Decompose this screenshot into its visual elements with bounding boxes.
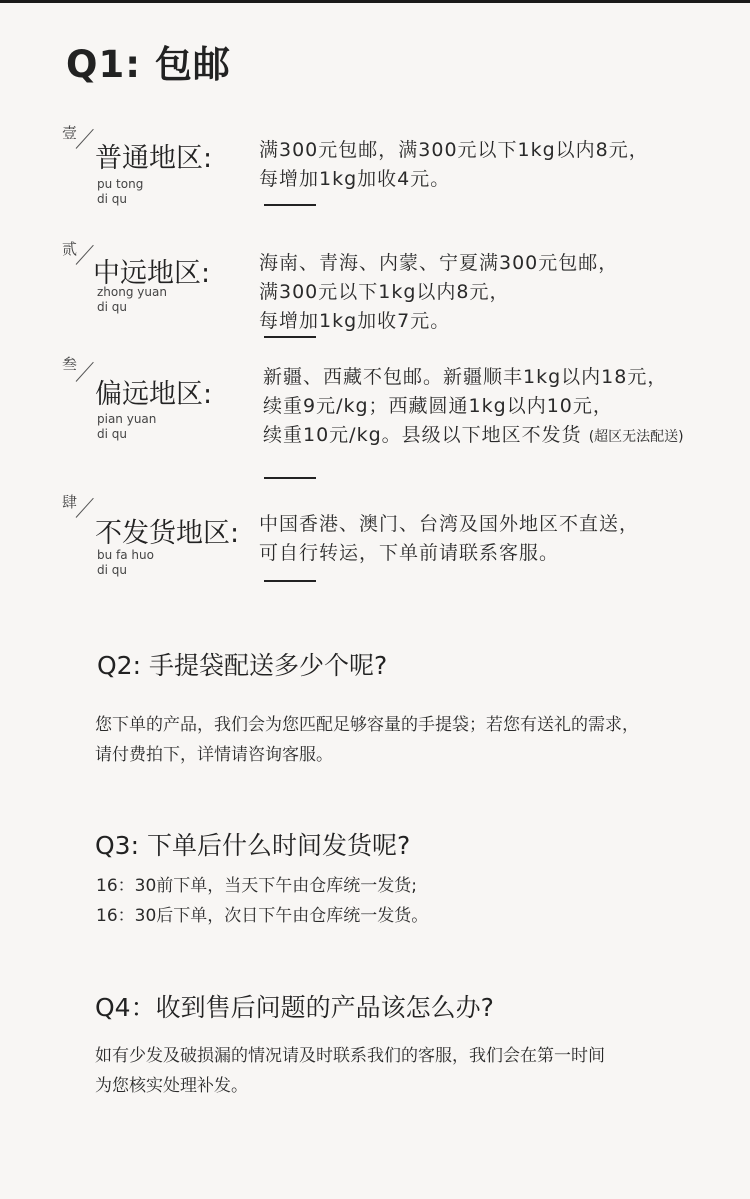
top-border — [0, 0, 750, 3]
region-name: 不发货地区: — [95, 518, 240, 549]
section-underline — [264, 477, 316, 479]
q3-answer: 16：30前下单，当天下午由仓库统一发货; 16：30后下单，次日下午由仓库统一发货。 — [96, 876, 429, 926]
region-name: 普通地区: — [95, 143, 213, 174]
region-pinyin: bu fa huo di qu — [97, 548, 154, 577]
region-number: 肆 — [62, 493, 78, 511]
section-underline — [264, 580, 316, 582]
q1-title: Q1: 包邮 — [66, 43, 231, 86]
q3-title: Q3: 下单后什么时间发货呢? — [95, 831, 411, 860]
slash-divider — [76, 129, 94, 149]
region-description — [263, 363, 684, 452]
q2-answer: 您下单的产品，我们会为您匹配足够容量的手提袋；若您有送礼的需求， 请付费拍下，详情请咨询客服。 — [95, 715, 639, 765]
slash-divider — [76, 498, 94, 518]
region-description-text: 新疆、西藏不包邮。新疆顺丰1kg以内18元， 续重9元/kg；西藏圆通1kg以内10元， 续重10元/kg。县级以下地区不发货 — [263, 366, 668, 446]
section-underline — [264, 204, 316, 206]
q2-title: 手提袋配送多少个呢? — [148, 651, 388, 680]
region-name: 偏远地区: — [95, 379, 213, 410]
region-number: 壹 — [62, 124, 78, 142]
region-description: 中国香港、澳门、台湾及国外地区不直送， 可自行转运，下单前请联系客服。 — [259, 513, 640, 564]
slash-divider — [76, 362, 94, 382]
q4-title: Q4：收到售后问题的产品该怎么办? — [95, 993, 494, 1022]
q4-answer: 如有少发及破损漏的情况请及时联系我们的客服，我们会在第一时间 为您核实处理补发。 — [95, 1046, 605, 1096]
q2-prefix: Q2: — [97, 651, 142, 680]
region-pinyin: pu tong di qu — [97, 177, 144, 206]
region-pinyin: pian yuan di qu — [97, 412, 157, 441]
region-note: (超区无法配送) — [588, 429, 684, 445]
region-number: 叁 — [62, 355, 78, 373]
region-description: 满300元包邮，满300元以下1kg以内8元， 每增加1kg加收4元。 — [259, 139, 649, 190]
region-pinyin: zhong yuan di qu — [97, 285, 167, 314]
section-underline — [264, 336, 316, 338]
slash-divider — [76, 245, 94, 265]
region-number: 贰 — [62, 240, 78, 258]
region-description: 海南、青海、内蒙、宁夏满300元包邮， 满300元以下1kg以内8元， 每增加1kg加收7元。 — [259, 252, 619, 332]
region-name: 中远地区: — [93, 258, 211, 289]
q2-heading — [97, 646, 387, 682]
